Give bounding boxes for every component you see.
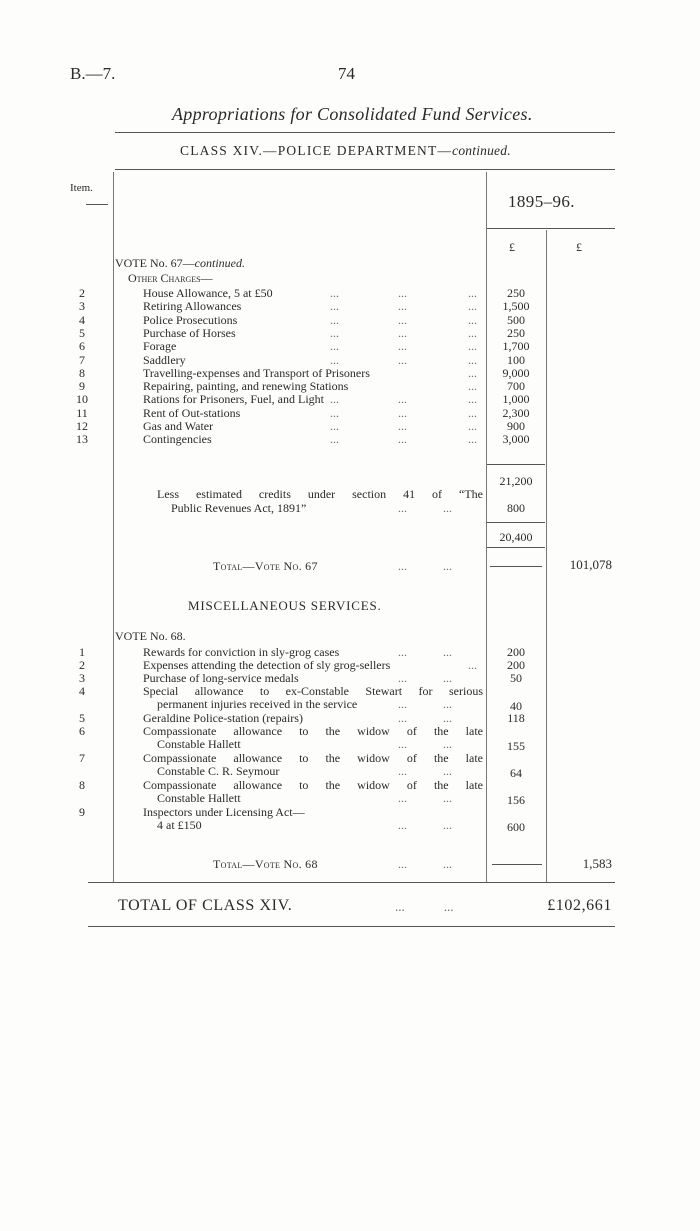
item-description-line: Purchase of long-service medals (143, 671, 299, 685)
class-heading (180, 143, 511, 159)
item-number: 13 (76, 432, 88, 446)
item-number: 8 (79, 778, 85, 792)
item-description: Contingencies (143, 432, 212, 446)
vote-67-item-row: 7 Saddlery ... ... ... 100 (0, 353, 700, 367)
vote-67-total-dots: ... ... (398, 559, 452, 573)
vote-67-total: 101,078 (569, 557, 612, 572)
item-header-underline (86, 204, 108, 205)
net-underline (487, 547, 545, 548)
leader-dots: ... (468, 658, 477, 672)
item-description-line: Constable Hallett (157, 737, 241, 751)
item-amount: 700 (507, 379, 525, 393)
vote-67-total-dash (490, 566, 542, 567)
grand-total-amount: £102,661 (547, 897, 612, 914)
leader-dots: ... ... (398, 711, 452, 725)
item-description-line: Constable Hallett (157, 791, 241, 805)
item-number: 5 (79, 326, 85, 340)
item-description-text: Compassionate allowance to the widow of the late (143, 724, 483, 738)
item-number: 1 (79, 645, 85, 659)
item-amount: 50 (510, 671, 522, 685)
vote-68-total-dots: ... ... (398, 857, 452, 871)
item-description-line: 4 at £150 (157, 818, 202, 832)
item-amount: 250 (507, 286, 525, 300)
vote-67-item-row: 9 Repairing, painting, and renewing Stations ... 700 (0, 379, 700, 393)
miscellaneous-services-heading: MISCELLANEOUS SERVICES. (188, 598, 382, 613)
item-description-text: Compassionate allowance to the widow of the late (143, 751, 483, 765)
leader-dots: ... ... (398, 737, 452, 751)
item-amount: 155 (507, 739, 525, 753)
item-number: 8 (79, 366, 85, 380)
fiscal-year-header: 1895–96. (508, 192, 575, 211)
page-title: Appropriations for Consolidated Fund Services. (172, 104, 533, 124)
item-number: 10 (76, 392, 88, 406)
vote-67-net: 20,400 (499, 530, 533, 544)
vote-68-heading: VOTE No. 68. (115, 629, 186, 643)
grand-total-bottom-rule (88, 926, 615, 927)
leader-dots: ... ... (398, 671, 452, 685)
item-description: Retiring Allowances (143, 299, 242, 313)
item-column-header: Item. (70, 182, 93, 194)
item-number: 3 (79, 671, 85, 685)
item-amount: 200 (507, 658, 525, 672)
item-number: 2 (79, 286, 85, 300)
item-number: 6 (79, 339, 85, 353)
item-number: 4 (79, 684, 85, 698)
item-amount: 156 (507, 793, 525, 807)
vote-68-total-label: Total—Vote No. 68 (213, 857, 318, 871)
grand-total-top-rule (88, 882, 615, 883)
item-description-line: Constable C. R. Seymour (157, 764, 280, 778)
vote-67-heading-continued: continued. (194, 256, 245, 270)
leader-dots: ... ... (398, 764, 452, 778)
item-number: 11 (76, 406, 88, 420)
item-amount: 9,000 (502, 366, 530, 380)
item-description: Travelling-expenses and Transport of Prisoners (143, 366, 370, 380)
item-number: 12 (76, 419, 88, 433)
less-credits-line1-text: Less estimated credits under section 41 of “The (157, 487, 483, 501)
vote-67-item-row: 3 Retiring Allowances ... ... ... 1,500 (0, 299, 700, 313)
item-description: Forage (143, 339, 177, 353)
vote-67-total-label: Total—Vote No. 67 (213, 559, 318, 573)
item-amount: 64 (510, 766, 522, 780)
item-number: 9 (79, 379, 85, 393)
item-amount: 900 (507, 419, 525, 433)
less-credits-line2: Public Revenues Act, 1891” (171, 501, 307, 515)
document-reference: B.—7. (70, 64, 116, 83)
item-description: Purchase of Horses (143, 326, 236, 340)
title-rule (115, 132, 615, 133)
leader-dots: ... ... (398, 697, 452, 711)
vote-67-item-row: 2 House Allowance, 5 at £50 ... ... ... 250 (0, 286, 700, 300)
vote-67-heading-text: VOTE No. 67— (115, 256, 195, 270)
item-number: 2 (79, 658, 85, 672)
item-amount: 40 (510, 699, 522, 713)
year-underline (487, 228, 615, 229)
pound-symbol-column2: £ (576, 240, 582, 254)
item-description: Repairing, painting, and renewing Stations (143, 379, 349, 393)
class-heading-continued: continued. (452, 143, 511, 158)
pound-symbol-column1: £ (509, 240, 515, 254)
vote-67-item-row: 12 Gas and Water ... ... ... 900 (0, 419, 700, 433)
grand-total-dots: ... ... (395, 899, 454, 914)
vote-67-item-row: 5 Purchase of Horses ... ... ... 250 (0, 326, 700, 340)
item-description: House Allowance, 5 at £50 (143, 286, 273, 300)
item-amount: 1,000 (502, 392, 530, 406)
item-amount: 2,300 (502, 406, 530, 420)
less-credits-leader-dots: ... ... (398, 501, 452, 515)
item-amount: 600 (507, 820, 525, 834)
subtotal-rule (487, 464, 545, 465)
item-number: 7 (79, 353, 85, 367)
item-number: 5 (79, 711, 85, 725)
other-charges-subheading: Other Charges— (128, 271, 213, 285)
description-column-divider (486, 172, 487, 882)
page-number: 74 (338, 64, 355, 83)
vote-67-item-row: 13 Contingencies ... ... ... 3,000 (0, 432, 700, 446)
net-rule (487, 522, 545, 523)
vote-67-item-row: 6 Forage ... ... ... 1,700 (0, 339, 700, 353)
leader-dots: ... ... (398, 818, 452, 832)
item-description-line: Geraldine Police-station (repairs) (143, 711, 303, 725)
class-heading-text: CLASS XIV.—POLICE DEPARTMENT— (180, 143, 453, 158)
item-amount: 3,000 (502, 432, 530, 446)
item-amount: 500 (507, 313, 525, 327)
item-amount: 250 (507, 326, 525, 340)
item-description: Gas and Water (143, 419, 214, 433)
item-description: Rations for Prisoners, Fuel, and Light (143, 392, 324, 406)
item-number: 9 (79, 805, 85, 819)
item-amount: 118 (507, 711, 525, 725)
item-description-line: Rewards for conviction in sly-grog cases (143, 645, 340, 659)
vote-67-heading (115, 256, 245, 271)
item-amount: 200 (507, 645, 525, 659)
item-column-divider (113, 172, 114, 882)
item-description: Police Prosecutions (143, 313, 238, 327)
less-credits-amount: 800 (507, 501, 525, 515)
leader-dots: ... ... (398, 645, 452, 659)
item-number: 4 (79, 313, 85, 327)
vote-67-subtotal: 21,200 (499, 474, 533, 488)
item-number: 7 (79, 751, 85, 765)
item-description-text: Compassionate allowance to the widow of the late (143, 778, 483, 792)
item-number: 3 (79, 299, 85, 313)
vote-67-item-row: 11 Rent of Out-stations ... ... ... 2,300 (0, 406, 700, 420)
item-description-line: Expenses attending the detection of sly grog-sellers (143, 658, 391, 672)
leader-dots: ... ... (398, 791, 452, 805)
item-description-line: permanent injuries received in the service (157, 697, 358, 711)
table-top-rule (115, 169, 615, 170)
item-description-line: Inspectors under Licensing Act— (143, 805, 305, 819)
item-number: 6 (79, 724, 85, 738)
item-amount: 100 (507, 353, 525, 367)
vote-68-total: 1,583 (582, 856, 612, 871)
item-amount: 1,500 (502, 299, 530, 313)
grand-total-label: TOTAL OF CLASS XIV. (118, 897, 293, 914)
vote-67-item-row: 8 Travelling-expenses and Transport of Prisoners ... 9,000 (0, 366, 700, 380)
vote-67-item-row: 10 Rations for Prisoners, Fuel, and Light ... ... ... 1,000 (0, 392, 700, 406)
item-description: Saddlery (143, 353, 186, 367)
vote-67-item-row: 4 Police Prosecutions ... ... ... 500 (0, 313, 700, 327)
less-credits-line1 (157, 487, 483, 502)
vote-68-total-dash (492, 864, 542, 865)
item-description: Rent of Out-stations (143, 406, 241, 420)
item-amount: 1,700 (502, 339, 530, 353)
item-description-text: Special allowance to ex-Constable Stewart for serious (143, 684, 483, 698)
